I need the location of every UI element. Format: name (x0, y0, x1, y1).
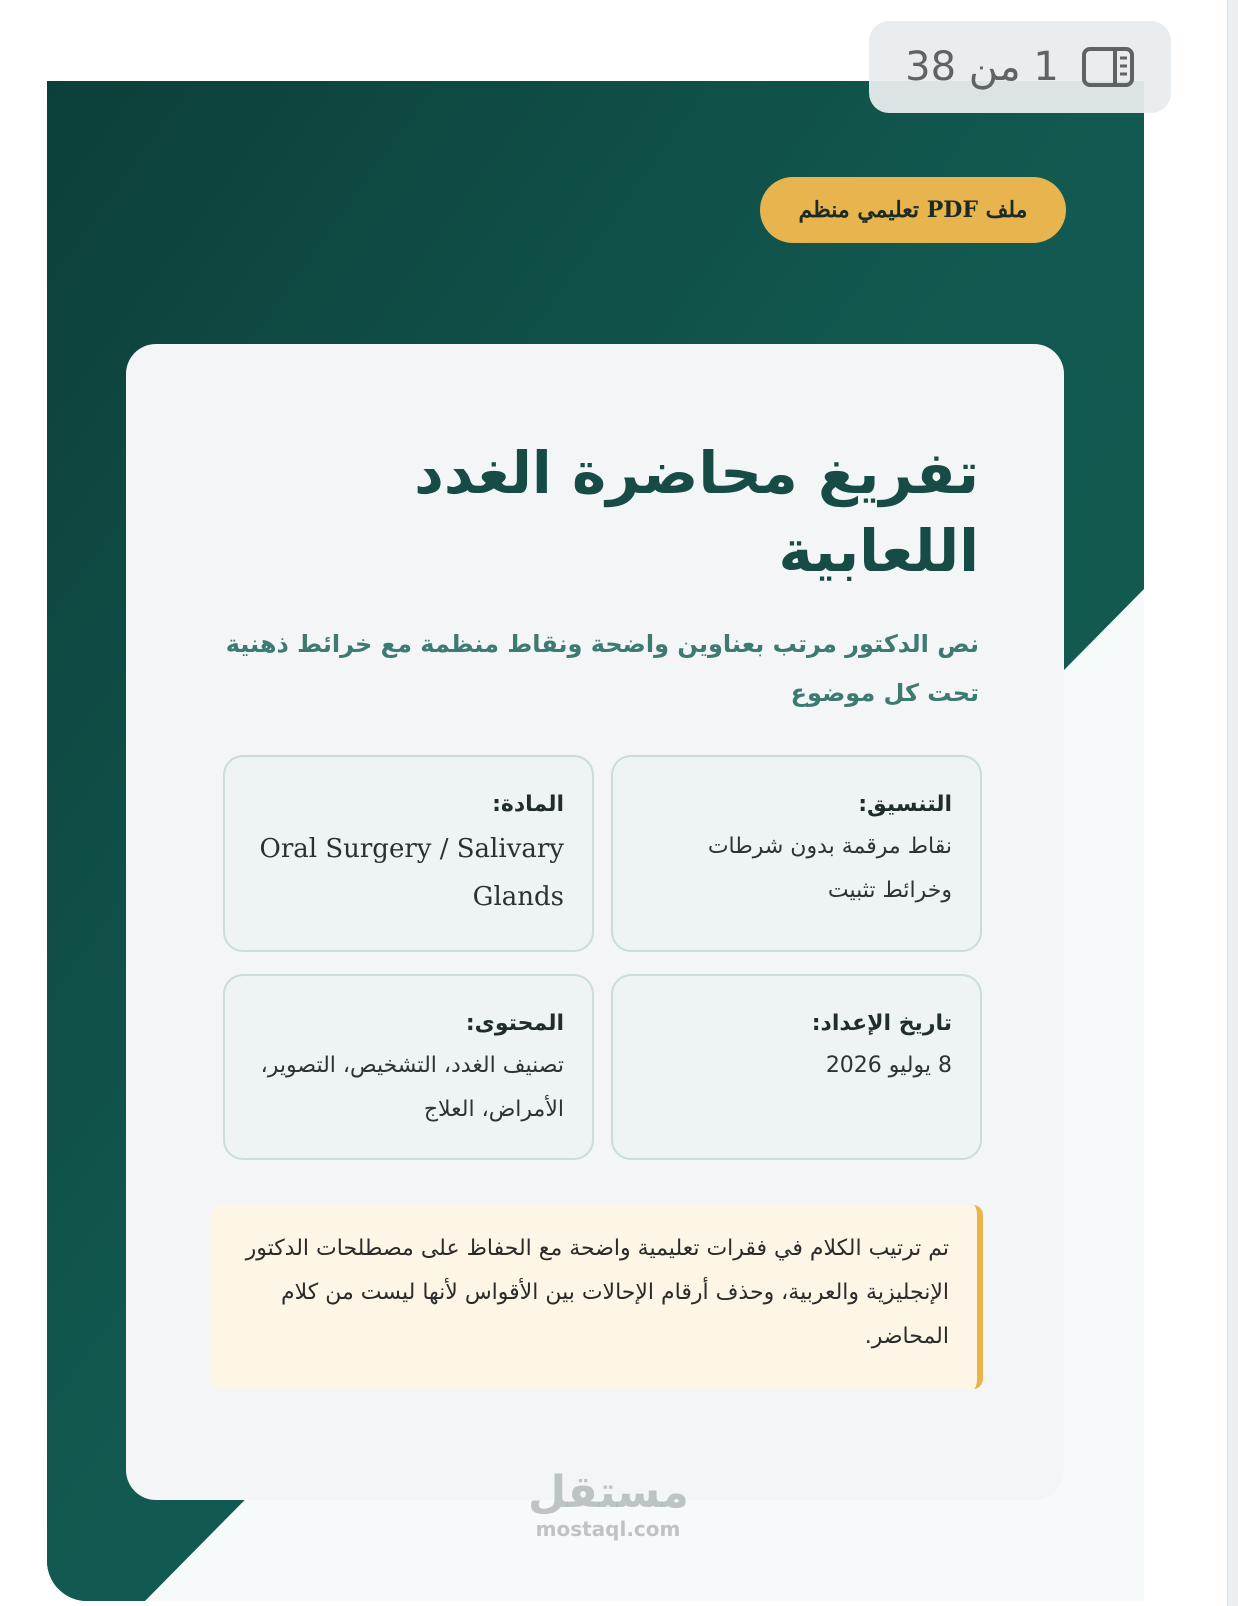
cover-card (126, 344, 1064, 1500)
format-value: نقاط مرقمة بدون شرطات وخرائط تثبيت (707, 834, 952, 903)
subject-label: المادة: (492, 792, 564, 817)
format-label: التنسيق: (858, 792, 952, 817)
page-indicator-text: 1 من 38 (905, 44, 1059, 90)
content-value: تصنيف الغدد، التشخيص، التصوير، الأمراض، العلاج (260, 1053, 564, 1122)
document-title: تفريغ محاضرة الغدد اللعابية (414, 439, 979, 585)
pdf-badge: ملف PDF تعليمي منظم (760, 177, 1066, 243)
date-label: تاريخ الإعداد: (811, 1011, 952, 1036)
info-box-date (611, 974, 982, 1160)
info-box-content (223, 974, 594, 1160)
watermark (528, 1469, 688, 1541)
date-value: 8 يوليو 2026 (825, 1053, 952, 1078)
document-subtitle: نص الدكتور مرتب بعناوين واضحة ونقاط منظمة مع خرائط ذهنية تحت كل موضوع (225, 630, 979, 707)
info-box-format (611, 755, 982, 952)
subject-value: Oral Surgery / Salivary Glands (259, 834, 564, 912)
sidebar-toggle-icon[interactable] (1081, 46, 1135, 88)
pdf-page (47, 81, 1144, 1601)
content-label: المحتوى: (465, 1011, 564, 1036)
info-box-subject (223, 755, 594, 952)
page-indicator[interactable] (869, 21, 1171, 113)
watermark-arabic: مستقل (528, 1467, 689, 1518)
watermark-latin: mostaql.com (535, 1517, 681, 1541)
scrollbar-track[interactable] (1227, 0, 1238, 1606)
note-box: تم ترتيب الكلام في فقرات تعليمية واضحة مع الحفاظ على مصطلحات الدكتور الإنجليزية والعربية، وحذف أرقام الإحالات بين الأقواس لأنها ليست من كلام المحاضر. (210, 1205, 983, 1389)
